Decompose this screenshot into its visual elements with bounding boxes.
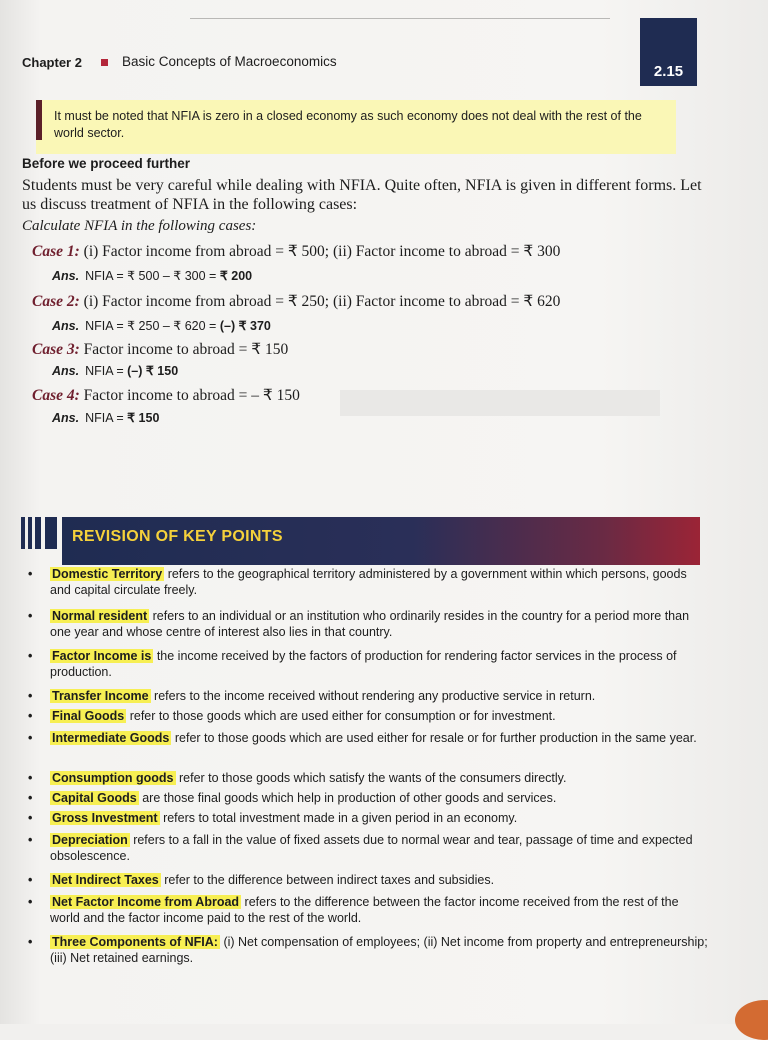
key-definition: (i) Net compensation of employees; (ii) Net income from property and entrepreneurship; (iii) Net retained earnings. bbox=[50, 935, 708, 965]
before-heading: Before we proceed further bbox=[22, 156, 191, 171]
key-definition: refer to those goods which are used either for consumption or for investment. bbox=[126, 709, 556, 723]
key-definition: refers to an individual or an institution who ordinarily resides in the country for a period more than one year and whose centre of interest also lies in that country. bbox=[50, 609, 690, 639]
key-point-text bbox=[50, 934, 710, 966]
bullet-icon: • bbox=[28, 935, 33, 949]
case-answer-2 bbox=[52, 318, 271, 333]
answer-text: NFIA = bbox=[85, 364, 128, 378]
answer-label: Ans. bbox=[52, 411, 80, 425]
case-label: Case 1: bbox=[32, 243, 80, 260]
key-definition: the income received by the factors of production for rendering factor services in the process of production. bbox=[50, 649, 677, 679]
key-point-text bbox=[50, 708, 710, 724]
bullet-icon: • bbox=[28, 689, 33, 703]
bullet-icon: • bbox=[28, 649, 33, 663]
key-definition: refer to those goods which are used either for resale or for further production in the same year. bbox=[171, 731, 697, 745]
answer-label: Ans. bbox=[52, 364, 80, 378]
case-label: Case 2: bbox=[32, 293, 80, 310]
intro-paragraph: Students must be very careful while dealing with NFIA. Quite often, NFIA is given in different forms. Let us discuss treatment of NFIA in the following cases: bbox=[22, 177, 702, 213]
bullet-icon: • bbox=[28, 811, 33, 825]
answer-label: Ans. bbox=[52, 269, 80, 283]
key-term: Capital Goods bbox=[52, 791, 137, 805]
square-bullet-icon bbox=[101, 59, 108, 66]
case-3 bbox=[32, 340, 288, 359]
answer-result: (–) ₹ 150 bbox=[127, 364, 179, 378]
page-number: 2.15 bbox=[640, 18, 697, 86]
key-definition: refer to those goods which satisfy the wants of the consumers directly. bbox=[175, 771, 567, 785]
chapter-label: Chapter 2 bbox=[22, 55, 82, 70]
answer-result: (–) ₹ 370 bbox=[219, 319, 271, 333]
note-accent-bar bbox=[36, 100, 42, 140]
case-answer-4 bbox=[52, 410, 159, 425]
answer-text: NFIA = ₹ 250 – ₹ 620 = bbox=[85, 319, 220, 333]
key-point-text bbox=[50, 730, 710, 746]
calculate-line: Calculate NFIA in the following cases: bbox=[22, 218, 257, 234]
key-term: Three Components of NFIA: bbox=[52, 935, 218, 949]
revision-title: REVISION OF KEY POINTS bbox=[72, 528, 283, 545]
key-definition: refer to the difference between indirect taxes and subsidies. bbox=[160, 873, 495, 887]
case-text: Factor income to abroad = – ₹ 150 bbox=[83, 387, 300, 404]
key-point-text bbox=[50, 872, 710, 888]
top-rule bbox=[190, 18, 610, 19]
key-term: Factor Income is bbox=[52, 649, 152, 663]
key-term: Normal resident bbox=[52, 609, 148, 623]
key-definition: refers to the difference between the factor income received from the rest of the world and the factor income paid to the rest of the world. bbox=[50, 895, 679, 925]
key-point-text bbox=[50, 790, 710, 806]
case-label: Case 3: bbox=[32, 341, 80, 358]
key-term: Consumption goods bbox=[52, 771, 174, 785]
answer-text: NFIA = ₹ 500 – ₹ 300 = bbox=[85, 269, 220, 283]
key-point-text bbox=[50, 810, 710, 826]
key-point-text bbox=[50, 648, 710, 680]
chapter-title: Basic Concepts of Macroeconomics bbox=[122, 54, 337, 69]
key-term: Transfer Income bbox=[52, 689, 149, 703]
case-2 bbox=[32, 292, 560, 311]
key-point-text bbox=[50, 832, 710, 864]
case-label: Case 4: bbox=[32, 387, 80, 404]
bullet-icon: • bbox=[28, 833, 33, 847]
key-point-text bbox=[50, 894, 710, 926]
faded-band bbox=[340, 390, 660, 416]
key-point-text bbox=[50, 770, 710, 786]
key-term: Final Goods bbox=[52, 709, 125, 723]
note-box bbox=[36, 100, 676, 154]
key-definition: refers to a fall in the value of fixed assets due to normal wear and tear, passage of time and expected obsolescence. bbox=[50, 833, 693, 863]
answer-label: Ans. bbox=[52, 319, 80, 333]
bullet-icon: • bbox=[28, 791, 33, 805]
key-point-text bbox=[50, 608, 710, 640]
case-answer-3 bbox=[52, 363, 178, 378]
answer-result: ₹ 150 bbox=[127, 411, 160, 425]
page-corner-decoration bbox=[735, 1000, 768, 1040]
key-definition: refers to the geographical territory administered by a government within which persons, goods and capital circulate freely. bbox=[50, 567, 687, 597]
key-term: Intermediate Goods bbox=[52, 731, 170, 745]
bullet-icon: • bbox=[28, 609, 33, 623]
key-definition: refers to total investment made in a given period in an economy. bbox=[159, 811, 518, 825]
case-text: Factor income to abroad = ₹ 150 bbox=[83, 341, 289, 358]
bullet-icon: • bbox=[28, 895, 33, 909]
case-4 bbox=[32, 386, 300, 405]
case-text: (i) Factor income from abroad = ₹ 500; (ii) Factor income to abroad = ₹ 300 bbox=[83, 243, 561, 260]
case-text: (i) Factor income from abroad = ₹ 250; (ii) Factor income to abroad = ₹ 620 bbox=[83, 293, 561, 310]
bullet-icon: • bbox=[28, 567, 33, 581]
bullet-icon: • bbox=[28, 731, 33, 745]
key-term: Gross Investment bbox=[52, 811, 158, 825]
bullet-icon: • bbox=[28, 771, 33, 785]
key-term: Depreciation bbox=[52, 833, 128, 847]
key-term: Net Factor Income from Abroad bbox=[52, 895, 240, 909]
answer-text: NFIA = bbox=[85, 411, 128, 425]
key-definition: are those final goods which help in production of other goods and services. bbox=[138, 791, 557, 805]
key-point-text bbox=[50, 566, 710, 598]
case-answer-1 bbox=[52, 268, 252, 283]
note-text: It must be noted that NFIA is zero in a closed economy as such economy does not deal with the rest of the world sector. bbox=[54, 109, 642, 140]
key-point-text bbox=[50, 688, 710, 704]
bullet-icon: • bbox=[28, 873, 33, 887]
key-definition: refers to the income received without rendering any productive service in return. bbox=[150, 689, 596, 703]
case-1 bbox=[32, 242, 560, 261]
key-term: Net Indirect Taxes bbox=[52, 873, 159, 887]
key-term: Domestic Territory bbox=[52, 567, 163, 581]
answer-result: ₹ 200 bbox=[219, 269, 253, 283]
bullet-icon: • bbox=[28, 709, 33, 723]
